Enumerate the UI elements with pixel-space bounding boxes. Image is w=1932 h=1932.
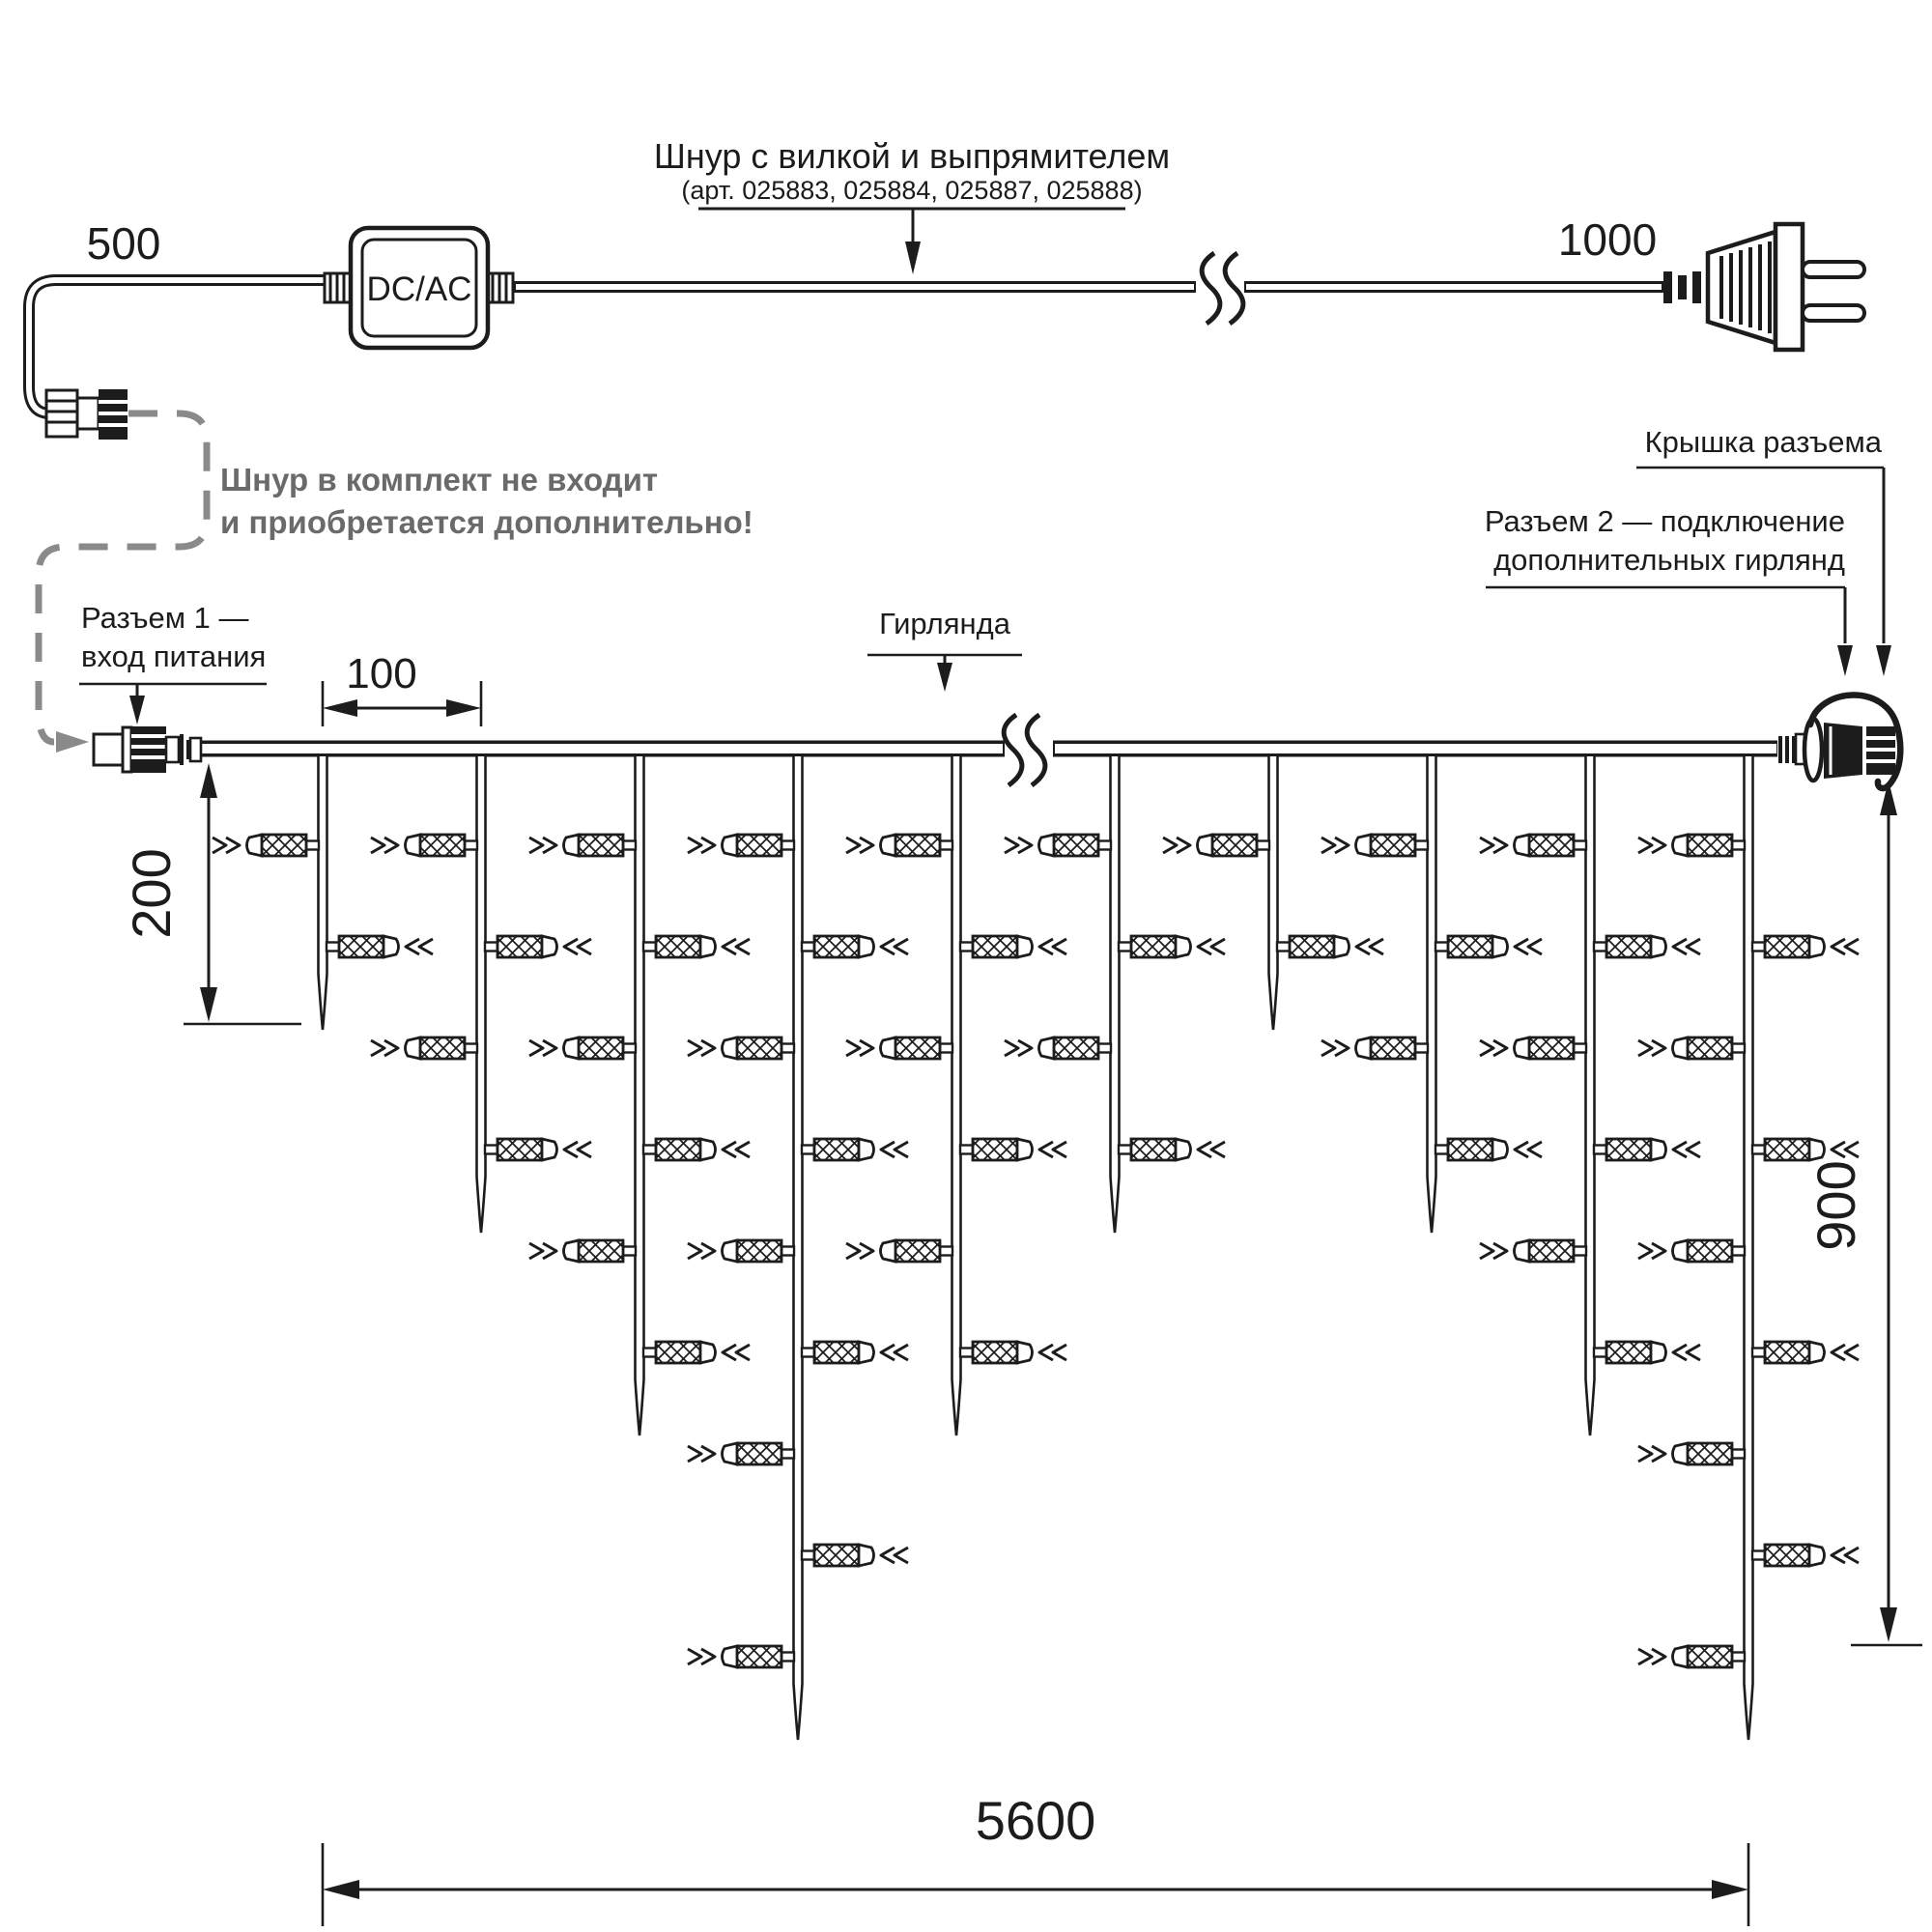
led-bulb-icon bbox=[1752, 1545, 1859, 1566]
note-line2: и приобретается дополнительно! bbox=[220, 504, 753, 540]
led-bulb-icon bbox=[1321, 835, 1428, 856]
dim-5600-label: 5600 bbox=[975, 1790, 1096, 1851]
led-bulb-icon bbox=[688, 1646, 794, 1667]
dashed-cord-line bbox=[39, 413, 207, 742]
led-bulb-icon bbox=[1480, 835, 1586, 856]
note-line1: Шнур в комплект не входит bbox=[220, 462, 659, 497]
connector2-text1: Разъем 2 — подключение bbox=[1484, 504, 1845, 538]
led-bulb-icon bbox=[643, 936, 750, 957]
garland-drop bbox=[636, 756, 644, 1435]
dim-200 bbox=[121, 763, 301, 1024]
connector2-label bbox=[1485, 504, 1853, 676]
garland-input-connector-icon bbox=[94, 726, 201, 773]
garland bbox=[94, 695, 1900, 1740]
connector1-text1: Разъем 1 — bbox=[81, 601, 249, 635]
dim-100-label: 100 bbox=[346, 650, 417, 697]
cap-text: Крышка разъема bbox=[1644, 425, 1882, 459]
led-bulb-icon bbox=[1752, 1342, 1859, 1363]
led-bulb-icon bbox=[1638, 1037, 1745, 1059]
led-bulb-icon bbox=[643, 1342, 750, 1363]
led-bulb-icon bbox=[688, 835, 794, 856]
led-bulb-icon bbox=[1594, 1139, 1700, 1160]
dim-900-label: 900 bbox=[1805, 1160, 1866, 1251]
led-bulb-icon bbox=[846, 1240, 952, 1262]
cord-end-connector-icon bbox=[46, 389, 128, 440]
led-bulb-icon bbox=[1638, 1646, 1745, 1667]
led-bulb-icon bbox=[485, 936, 591, 957]
led-bulb-icon bbox=[688, 1240, 794, 1262]
power-cord-section bbox=[29, 136, 1864, 440]
led-bulb-icon bbox=[960, 1139, 1066, 1160]
led-bulb-icon bbox=[1752, 1139, 1859, 1160]
connector1-label bbox=[79, 601, 267, 724]
led-bulb-icon bbox=[213, 835, 319, 856]
garland-drops bbox=[213, 756, 1859, 1740]
cord-title: Шнур с вилкой и выпрямителем bbox=[653, 136, 1171, 176]
garland-label bbox=[867, 607, 1022, 692]
cord-subtitle: (арт. 025883, 025884, 025887, 025888) bbox=[681, 176, 1143, 205]
garland-drop bbox=[1586, 756, 1595, 1435]
led-bulb-icon bbox=[688, 1443, 794, 1464]
led-bulb-icon bbox=[802, 936, 908, 957]
garland-drop bbox=[1428, 756, 1436, 1233]
led-bulb-icon bbox=[846, 835, 952, 856]
garland-arrow-icon bbox=[937, 663, 952, 692]
led-bulb-icon bbox=[643, 1139, 750, 1160]
garland-drop bbox=[477, 756, 486, 1233]
led-bulb-icon bbox=[1594, 936, 1700, 957]
garland-text: Гирлянда bbox=[879, 607, 1010, 640]
led-bulb-icon bbox=[371, 835, 477, 856]
led-bulb-icon bbox=[371, 1037, 477, 1059]
led-bulb-icon bbox=[1480, 1037, 1586, 1059]
led-bulb-icon bbox=[1752, 936, 1859, 957]
garland-drop bbox=[319, 756, 327, 1030]
led-bulb-icon bbox=[802, 1139, 908, 1160]
connector1-text2: вход питания bbox=[81, 639, 267, 673]
garland-drop bbox=[1111, 756, 1120, 1233]
garland-drop bbox=[1269, 756, 1278, 1030]
led-bulb-icon bbox=[1119, 936, 1225, 957]
led-bulb-icon bbox=[1435, 936, 1542, 957]
led-bulb-icon bbox=[1594, 1342, 1700, 1363]
cap-arrow-icon bbox=[1876, 645, 1891, 676]
led-bulb-icon bbox=[1163, 835, 1269, 856]
led-bulb-icon bbox=[1638, 1443, 1745, 1464]
led-bulb-icon bbox=[1435, 1139, 1542, 1160]
dim-900 bbox=[1805, 781, 1922, 1645]
led-bulb-icon bbox=[529, 1240, 636, 1262]
led-bulb-icon bbox=[1119, 1139, 1225, 1160]
dim-200-label: 200 bbox=[121, 848, 182, 939]
led-bulb-icon bbox=[327, 936, 433, 957]
mains-plug-icon bbox=[1663, 224, 1864, 350]
cord-title-arrow-icon bbox=[905, 242, 921, 274]
dc-ac-converter bbox=[325, 228, 513, 348]
led-bulb-icon bbox=[802, 1545, 908, 1566]
led-bulb-icon bbox=[485, 1139, 591, 1160]
led-bulb-icon bbox=[688, 1037, 794, 1059]
led-bulb-icon bbox=[529, 1037, 636, 1059]
dashed-cord-arrow-icon bbox=[56, 731, 89, 753]
connector1-arrow-icon bbox=[129, 696, 145, 724]
led-bulb-icon bbox=[1277, 936, 1383, 957]
led-bulb-icon bbox=[1005, 1037, 1111, 1059]
led-bulb-icon bbox=[802, 1342, 908, 1363]
connector2-arrow-icon bbox=[1837, 645, 1853, 676]
dc-ac-label: DC/AC bbox=[366, 270, 472, 308]
led-bulb-icon bbox=[960, 1342, 1066, 1363]
cord-break-icon bbox=[1202, 253, 1243, 324]
led-bulb-icon bbox=[846, 1037, 952, 1059]
garland-drop bbox=[952, 756, 961, 1435]
led-bulb-icon bbox=[529, 835, 636, 856]
led-bulb-icon bbox=[1480, 1240, 1586, 1262]
dim-500-label: 500 bbox=[86, 218, 161, 269]
dim-1000-label: 1000 bbox=[1557, 214, 1658, 265]
led-bulb-icon bbox=[960, 936, 1066, 957]
led-bulb-icon bbox=[1638, 1240, 1745, 1262]
garland-output-connector-icon bbox=[1780, 695, 1900, 788]
led-bulb-icon bbox=[1005, 835, 1111, 856]
garland-break-icon bbox=[1004, 715, 1045, 785]
optional-cord bbox=[39, 413, 753, 753]
led-bulb-icon bbox=[1321, 1037, 1428, 1059]
dim-100 bbox=[323, 650, 481, 726]
led-bulb-icon bbox=[1638, 835, 1745, 856]
dim-5600 bbox=[323, 1790, 1748, 1926]
connector2-text2: дополнительных гирлянд bbox=[1493, 543, 1845, 577]
